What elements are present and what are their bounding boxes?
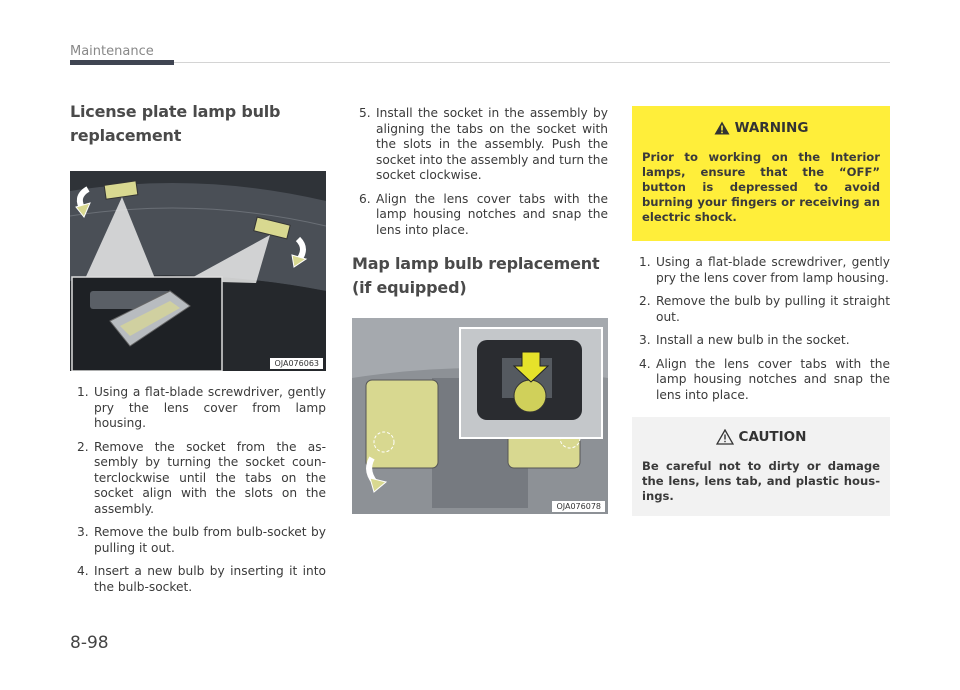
caution-title: CAUTION <box>738 429 807 445</box>
license-plate-illustration <box>70 171 326 371</box>
list-item: 1. Using a flat-blade screwdriver, gently pry the lens cover from lamp housing. <box>77 385 326 430</box>
map-lamp-steps <box>632 255 890 403</box>
warning-text: Prior to working on the Interior lamps, ensure that the “OFF” button is depressed to avoid burning your fingers or receiving an electric shock. <box>642 150 880 224</box>
license-plate-steps <box>70 385 326 595</box>
list-item: 3. Install a new bulb in the socket. <box>639 333 850 347</box>
list-item: 3. Remove the bulb from bulb-socket by pulling it out. <box>77 525 326 555</box>
caution-text: Be careful not to dirty or damage the lens, lens tab, and plastic housings. <box>642 459 880 503</box>
column-license-plate <box>70 100 326 603</box>
license-plate-lamp-figure <box>70 171 326 371</box>
license-plate-steps-continued <box>352 106 608 238</box>
license-plate-title: License plate lamp bulb replacement <box>70 102 281 145</box>
list-item: 2. Remove the bulb by pulling it straight out. <box>639 294 890 324</box>
section-header: Maintenance <box>70 44 154 59</box>
list-item: 4. Insert a new bulb by inserting it into the bulb-socket. <box>77 564 326 594</box>
figure-caption: OJA076078 <box>552 501 605 512</box>
warning-heading <box>642 120 880 136</box>
map-lamp-illustration <box>352 318 608 514</box>
map-lamp-title: Map lamp bulb replacement (if equipped) <box>352 254 600 297</box>
header-bar <box>70 60 174 65</box>
list-item: 1. Using a flat-blade screwdriver, gently pry the lens cover from lamp housing. <box>639 255 890 285</box>
list-item: 2. Remove the socket from the assembly by turning the socket counterclockwise until the tabs on the socket align with the slots on the assembly. <box>77 439 326 516</box>
header-rule <box>174 62 890 63</box>
list-item: 5. Install the socket in the assembly by aligning the tabs on the socket with the slots in the assembly. Push the socket into the assembly and turn the socket clockwise. <box>359 106 608 182</box>
page-number: 8-98 <box>70 633 109 653</box>
list-item: 6. Align the lens cover tabs with the lamp housing notches and snap the lens into place. <box>359 191 608 237</box>
caution-box <box>632 417 890 516</box>
figure-caption: OJA076063 <box>270 358 323 369</box>
list-item: 4. Align the lens cover tabs with the lamp housing notches and snap the lens into place. <box>639 356 890 402</box>
warning-title: WARNING <box>734 120 809 136</box>
map-lamp-figure <box>352 318 608 514</box>
warning-box <box>632 106 890 241</box>
caution-heading <box>642 429 880 445</box>
warning-triangle-icon <box>714 121 730 135</box>
column-warnings <box>632 100 890 516</box>
column-map-lamp <box>352 100 608 514</box>
caution-triangle-icon <box>716 429 734 445</box>
